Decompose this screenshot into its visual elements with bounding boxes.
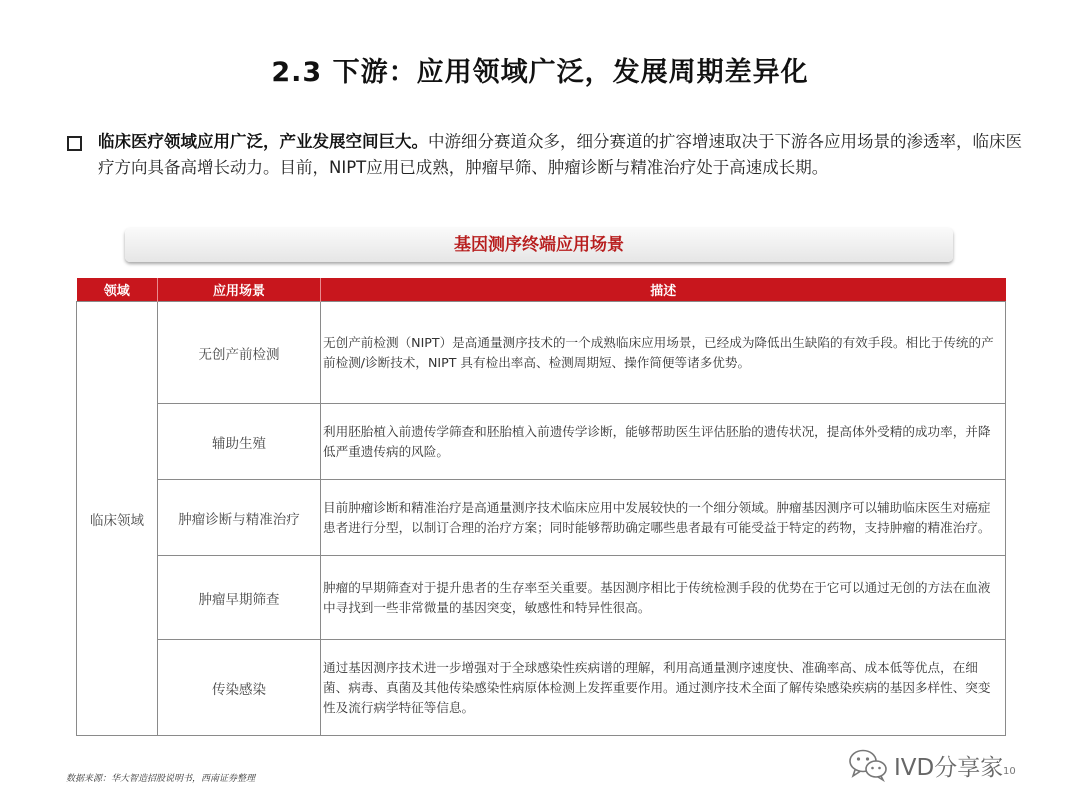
description-cell: 无创产前检测（NIPT）是高通量测序技术的一个成熟临床应用场景，已经成为降低出生缺陷的有效手段。相比于传统的产前检测/诊断技术，NIPT 具有检出率高、检测周期短、操作简便等诸多优势。: [321, 302, 1006, 404]
scene-cell: 传染感染: [158, 640, 321, 736]
page-title: 2.3 下游：应用领域广泛，发展周期差异化: [271, 57, 809, 88]
wechat-icon: [848, 748, 888, 782]
header-description: 描述: [321, 278, 1006, 302]
table-row: [77, 480, 1006, 556]
domain-cell: 临床领域: [77, 302, 158, 736]
table-header-row: [77, 278, 1006, 302]
description-cell: 肿瘤的早期筛查对于提升患者的生存率至关重要。基因测序相比于传统检测手段的优势在于它可以通过无创的方法在血液中寻找到一些非常微量的基因突变，敏感性和特异性很高。: [321, 556, 1006, 640]
section-banner: 基因测序终端应用场景: [125, 228, 953, 262]
intro-paragraph: [98, 129, 1023, 181]
table-row: [77, 404, 1006, 480]
description-cell: 利用胚胎植入前遗传学筛查和胚胎植入前遗传学诊断，能够帮助医生评估胚胎的遗传状况，提高体外受精的成功率，并降低严重遗传病的风险。: [321, 404, 1006, 480]
source-footnote: 数据来源：华大智造招股说明书，西南证券整理: [66, 774, 256, 784]
table-row: [77, 640, 1006, 736]
description-cell: 通过基因测序技术进一步增强对于全球感染性疾病谱的理解，利用高通量测序速度快、准确率高、成本低等优点，在细菌、病毒、真菌及其他传染感染性病原体检测上发挥重要作用。通过测序技术全面了解传染感染疾病的基因多样性、突变性及流行病学特征等信息。: [321, 640, 1006, 736]
scene-cell: 无创产前检测: [158, 302, 321, 404]
bullet-square-icon: [67, 136, 82, 151]
header-scene: 应用场景: [158, 278, 321, 302]
watermark: [848, 747, 1003, 783]
watermark-text: IVD分享家: [894, 754, 1004, 781]
header-domain: 领域: [77, 278, 158, 302]
description-cell: 目前肿瘤诊断和精准治疗是高通量测序技术临床应用中发展较快的一个细分领域。肿瘤基因测序可以辅助临床医生对癌症患者进行分型，以制订合理的治疗方案；同时能够帮助确定哪些患者最有可能受益于特定的药物，支持肿瘤的精准治疗。: [321, 480, 1006, 556]
page-number: 10: [1003, 766, 1016, 777]
scene-cell: 肿瘤诊断与精准治疗: [158, 480, 321, 556]
table-row: [77, 302, 1006, 404]
application-scenarios-table: [76, 278, 1006, 736]
scene-cell: 辅助生殖: [158, 404, 321, 480]
table-row: [77, 556, 1006, 640]
scene-cell: 肿瘤早期筛查: [158, 556, 321, 640]
intro-text: 中游细分赛道众多，细分赛道的扩容增速取决于下游各应用场景的渗透率，临床医疗方向具备高增长动力。目前，NIPT应用已成熟，肿瘤早筛、肿瘤诊断与精准治疗处于高速成长期。: [98, 132, 1022, 177]
intro-lead: 临床医疗领域应用广泛，产业发展空间巨大。: [98, 132, 428, 151]
